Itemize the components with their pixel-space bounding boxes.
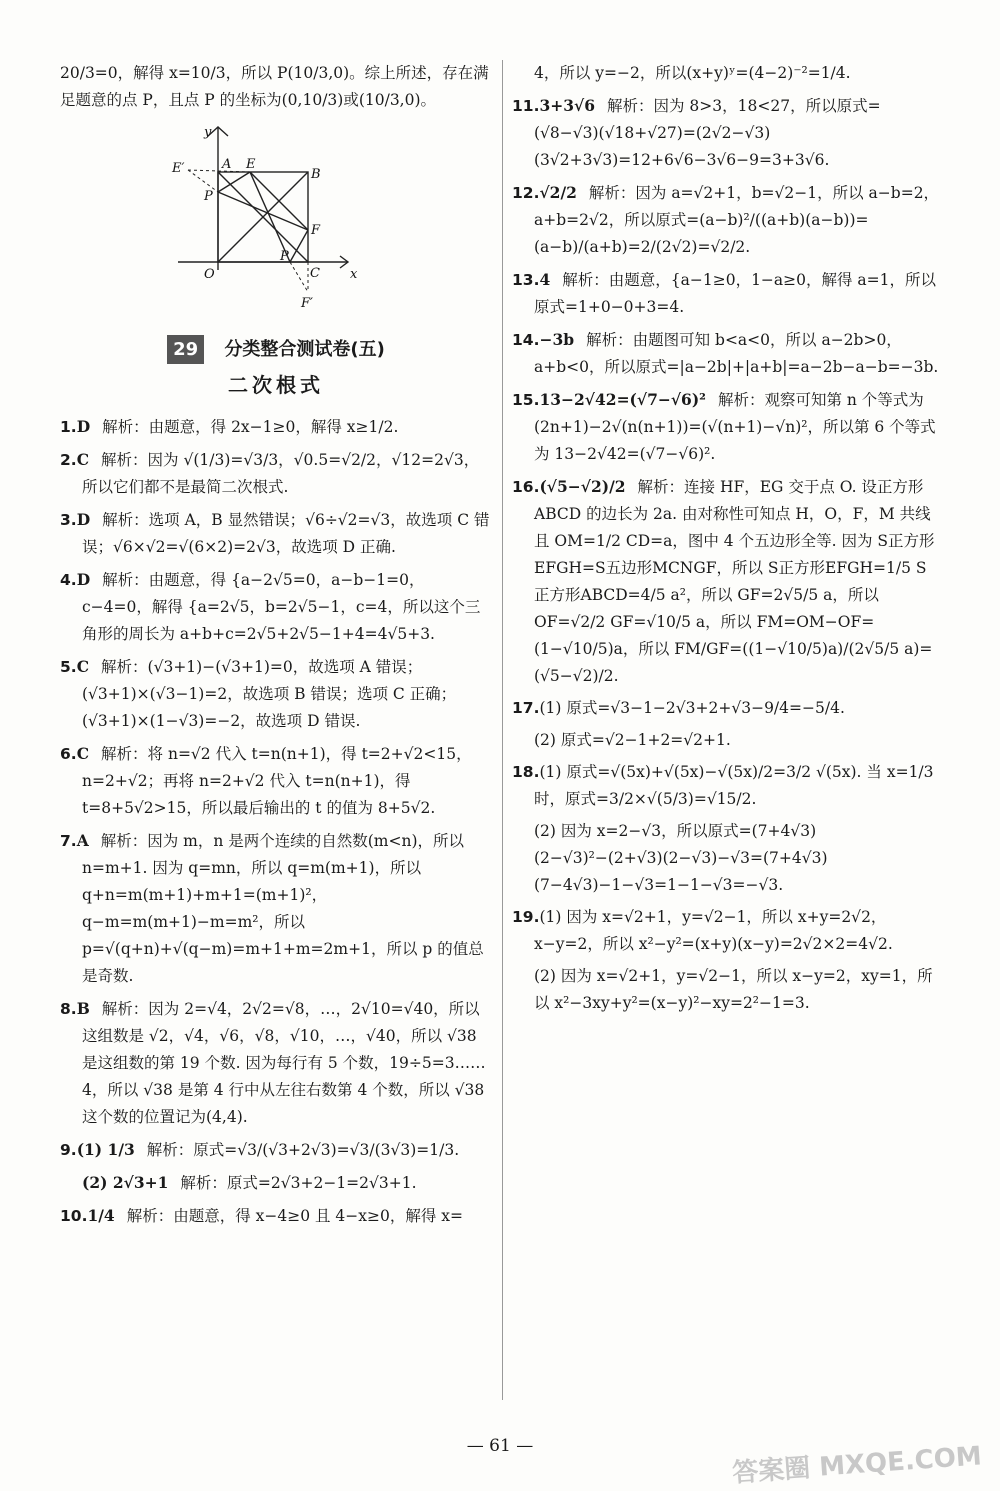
section-heading [60, 335, 492, 399]
answer-value: (2) 2√3+1 [82, 1173, 169, 1192]
label-o: O [204, 267, 215, 282]
answer-item [60, 566, 492, 648]
answer-item [512, 727, 940, 754]
answer-value: D [76, 417, 91, 436]
right-answer-list [512, 60, 940, 1017]
explanation-text: (1) 原式=√3−1−2√3+2+√3−9/4=−5/4. [539, 699, 845, 717]
question-number: 19. [512, 908, 540, 926]
section-title: 分类整合测试卷(五) [224, 339, 385, 360]
question-number: 11. [512, 97, 540, 115]
explanation-text: 解析：将 n=√2 代入 t=n(n+1)，得 t=2+√2<15，n=2+√2；再将 n=2+√2 代入 t=n(n+1)，得 t=8+5√2>15，所以最后输出的 t 的值为 8+5√2. [82, 745, 472, 817]
answer-item [60, 740, 492, 822]
question-number: 5. [60, 658, 77, 676]
answer-item [512, 695, 940, 722]
geometry-figure [168, 122, 492, 321]
watermark-logo: 答案圈 MXQE.COM [731, 1441, 983, 1489]
question-number: 14. [512, 331, 540, 349]
explanation-text: 4，所以 y=−2，所以(x+y)ʸ=(4−2)⁻²=1/4. [534, 64, 851, 82]
explanation-text: (2) 因为 x=2−√3，所以原式=(7+4√3)(2−√3)²−(2+√3)(2−√3)−√3=(7+4√3)(7−4√3)−1−√3=1−1−√3=−√3. [534, 822, 828, 894]
answer-item [60, 446, 492, 501]
question-number: 17. [512, 699, 540, 717]
answer-item [60, 995, 492, 1131]
right-column [512, 60, 940, 1022]
answer-item [60, 413, 492, 441]
left-column [60, 60, 492, 1235]
question-number: 13. [512, 271, 540, 289]
explanation-text: 解析：因为 √(1/3)=√3/3，√0.5=√2/2，√12=2√3，所以它们都不是最简二次根式. [82, 451, 480, 496]
label-e-prime: E′ [172, 161, 185, 176]
question-number: 18. [512, 763, 540, 781]
answer-value: 3+3√6 [539, 96, 595, 115]
question-number: 2. [60, 451, 77, 469]
label-p2: P [280, 249, 289, 264]
answer-item [512, 92, 940, 174]
answer-item [512, 326, 940, 381]
explanation-text: 解析：连接 HF，EG 交于点 O. 设正方形 ABCD 的边长为 2a. 由对称性可知点 H，O，F，M 共线且 OM=1/2 CD=a，图中 4 个五边形全等. 因为 S正方形EFGH=S五边形MCNGF，所以 S正方形EFGH=1/5 S正方形ABCD=4/5 a²，所以 GF=2√5/5 a，所以 OF=√2/2 GF=√10/5 a，所以 FM=OM−OF=(1−√10/5)a，所以 FM/GF=((1−√10/5)a)/(2√5/5 a)=(√5−√2)/2. [534, 478, 935, 685]
answer-value: B [76, 999, 90, 1018]
answer-value: D [76, 510, 91, 529]
answer-item [512, 179, 940, 261]
label-f-prime: F′ [301, 296, 313, 311]
answer-item [512, 473, 940, 690]
answer-value: 1/4 [87, 1206, 115, 1225]
column-divider [502, 60, 503, 1400]
question-number: 7. [60, 832, 77, 850]
question-number: 9. [60, 1141, 77, 1159]
question-number: 8. [60, 1000, 77, 1018]
explanation-text: 解析：由题意，得 x−4≥0 且 4−x≥0，解得 x= [126, 1207, 464, 1225]
explanation-text: (2) 原式=√2−1+2=√2+1. [534, 731, 731, 749]
label-x: x [350, 267, 358, 282]
explanation-text: 解析：由题意，{a−1≥0，1−a≥0，解得 a=1，所以原式=1+0−0+3=4. [534, 271, 937, 316]
answer-value: (√5−√2)/2 [539, 477, 626, 496]
answer-item [512, 759, 940, 813]
answer-item [60, 1169, 492, 1197]
explanation-text: 解析：(√3+1)−(√3+1)=0，故选项 A 错误；(√3+1)×(√3−1)=2，故选项 B 错误；选项 C 正确；(√3+1)×(1−√3)=−2，故选项 D 错误. [82, 658, 457, 730]
answer-value: 4 [539, 270, 551, 289]
explanation-text: 解析：原式=2√3+2−1=2√3+1. [180, 1174, 417, 1192]
question-number: 16. [512, 478, 540, 496]
question-number: 6. [60, 745, 77, 763]
answer-item [512, 60, 940, 87]
left-answer-list [60, 413, 492, 1230]
answer-item [512, 963, 940, 1017]
section-number: 29 [167, 335, 204, 364]
label-e: E [246, 157, 256, 172]
square-diagram [168, 122, 368, 312]
answer-value: C [76, 657, 90, 676]
explanation-text: 解析：由题意，得 2x−1≥0，解得 x≥1/2. [102, 418, 399, 436]
answer-item [60, 1136, 492, 1164]
explanation-text: 解析：原式=√3/(√3+2√3)=√3/(3√3)=1/3. [146, 1141, 460, 1159]
explanation-text: 解析：因为 2=√4，2√2=√8，…，2√10=√40，所以这组数是 √2，√4，√6，√8，√10，…，√40，所以 √38 是这组数的第 19 个数. 因为每行有 5 个数，19÷5=3……4，所以 √38 是第 4 行中从左往右数第 4 个数，所以 √38 这个数的位置记为(4,4). [82, 1000, 486, 1126]
section-subtitle: 二次根式 [228, 373, 324, 397]
answer-value: 13−2√42=(√7−√6)² [539, 390, 706, 409]
explanation-text: 解析：观察可知第 n 个等式为(2n+1)−2√(n(n+1))=(√(n+1)−√n)²，所以第 6 个等式为 13−2√42=(√7−√6)². [534, 391, 936, 463]
explanation-text: 解析：因为 8>3，18<27，所以原式=(√8−√3)(√18+√27)=(2√2−√3)(3√2+3√3)=12+6√6−3√6−9=3+3√6. [534, 97, 881, 169]
answer-value: D [76, 570, 91, 589]
answer-value: √2/2 [539, 183, 577, 202]
explanation-text: 解析：因为 a=√2+1，b=√2−1，所以 a−b=2，a+b=2√2，所以原式=(a−b)²/((a+b)(a−b))=(a−b)/(a+b)=2/(2√2)=√2/2. [534, 184, 940, 256]
question-number: 4. [60, 571, 77, 589]
answer-item [60, 827, 492, 990]
label-a: A [222, 157, 232, 172]
explanation-text: 解析：因为 m，n 是两个连续的自然数(m<n)，所以 n=m+1. 因为 q=mn，所以 q=m(m+1)，所以 q+n=m(m+1)+m+1=(m+1)²，q−m=m(m+1)−m=m²，所以 p=√(q+n)+√(q−m)=m+1+m=2m+1，所以 p 的值总是奇数. [82, 832, 484, 985]
answer-item [512, 386, 940, 468]
question-number: 15. [512, 391, 540, 409]
answer-value: C [76, 744, 90, 763]
explanation-text: 解析：由题图可知 b<a<0，所以 a−2b>0，a+b<0，所以原式=|a−2b|+|a+b|=a−2b−a−b=−3b. [534, 331, 939, 376]
answer-value: A [76, 831, 89, 850]
label-y: y [204, 125, 212, 140]
explanation-text: 解析：由题意，得 {a−2√5=0，a−b−1=0，c−4=0，解得 {a=2√5，b=2√5−1，c=4，所以这个三角形的周长为 a+b+c=2√5+2√5−1+4=4√5+3. [82, 571, 481, 643]
answer-item [60, 1202, 492, 1230]
intro-paragraph: 20/3=0，解得 x=10/3，所以 P(10/3,0)。综上所述，存在满足题意的点 P，且点 P 的坐标为(0,10/3)或(10/3,0)。 [60, 64, 489, 109]
answer-item [512, 266, 940, 321]
answer-value: C [76, 450, 90, 469]
answer-item [512, 904, 940, 958]
answer-item [60, 506, 492, 561]
label-c: C [310, 266, 320, 281]
answer-item [60, 653, 492, 735]
explanation-text: 解析：选项 A，B 显然错误；√6÷√2=√3，故选项 C 错误；√6×√2=√(6×2)=2√3，故选项 D 正确. [82, 511, 490, 556]
label-b: B [311, 167, 321, 182]
question-number: 1. [60, 418, 77, 436]
page-number: — 61 — [466, 1436, 534, 1456]
question-number: 12. [512, 184, 540, 202]
answer-value: (1) 1/3 [76, 1140, 135, 1159]
label-p: P [204, 189, 213, 204]
explanation-text: (2) 因为 x=√2+1，y=√2−1，所以 x−y=2，xy=1，所以 x²−3xy+y²=(x−y)²−xy=2²−1=3. [534, 967, 933, 1012]
question-number: 3. [60, 511, 77, 529]
answer-item [512, 818, 940, 899]
explanation-text: (1) 原式=√(5x)+√(5x)−√(5x)/2=3/2 √(5x). 当 x=1/3 时，原式=3/2×√(5/3)=√15/2. [534, 763, 934, 808]
explanation-text: (1) 因为 x=√2+1，y=√2−1，所以 x+y=2√2，x−y=2，所以 x²−y²=(x+y)(x−y)=2√2×2=4√2. [534, 908, 893, 953]
question-number: 10. [60, 1207, 88, 1225]
label-f: F [311, 223, 321, 238]
answer-value: −3b [539, 330, 575, 349]
